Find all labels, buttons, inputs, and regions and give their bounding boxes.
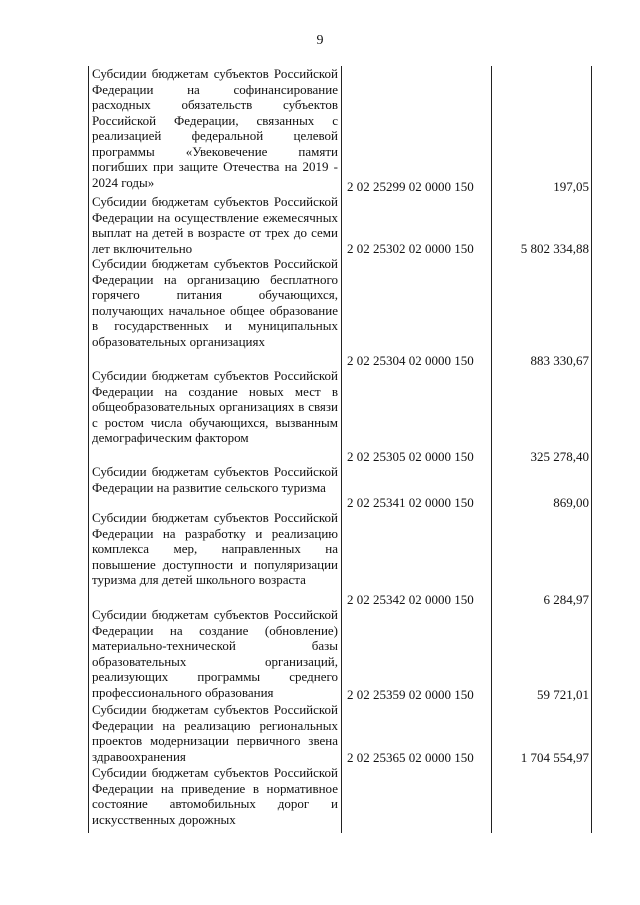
row-code: 2 02 25305 02 0000 150: [347, 448, 474, 464]
table-row: [89, 66, 591, 194]
row-code: 2 02 25304 02 0000 150: [347, 352, 474, 368]
row-amount: 869,00: [553, 494, 589, 510]
table-row: [89, 464, 591, 510]
row-description: Субсидии бюджетам субъектов Российской Федерации на организацию бесплатного горячего питания обучающихся, получающих начальное общее образование в государственных и муниципальных образовательных организациях: [92, 256, 338, 349]
row-description: Субсидии бюджетам субъектов Российской Федерации на развитие сельского туризма: [92, 464, 338, 495]
table-row: [89, 368, 591, 464]
row-code: 2 02 25299 02 0000 150: [347, 178, 474, 194]
table-row: [89, 256, 591, 368]
table-row: [89, 510, 591, 607]
page-number: 9: [316, 33, 324, 48]
table-row: [89, 702, 591, 765]
row-description: Субсидии бюджетам субъектов Российской Федерации на создание (обновление) материально-технической базы образовательных организаций, реализующих программы среднего профессионального образования: [92, 607, 338, 700]
row-description: Субсидии бюджетам субъектов Российской Федерации на разработку и реализацию комплекса мер, направленных на повышение доступности и популяризации туризма для детей школьного возраста: [92, 510, 338, 587]
row-code: 2 02 25365 02 0000 150: [347, 749, 474, 765]
row-code: 2 02 25302 02 0000 150: [347, 240, 474, 256]
row-description: Субсидии бюджетам субъектов Российской Федерации на софинансирование расходных обязательств субъектов Российской Федерации, связанных с реализацией федеральной целевой программы «Увековечение памяти погибших при защите Отечества на 2019 - 2024 годы»: [92, 66, 338, 190]
row-amount: 1 704 554,97: [520, 749, 589, 765]
row-code: 2 02 25341 02 0000 150: [347, 494, 474, 510]
table-row: [89, 765, 591, 833]
row-description: Субсидии бюджетам субъектов Российской Федерации на осуществление ежемесячных выплат на детей в возрасте от трех до семи лет включительно: [92, 194, 338, 256]
row-amount: 6 284,97: [543, 591, 589, 607]
row-amount: 883 330,67: [530, 352, 589, 368]
row-amount: 59 721,01: [537, 686, 589, 702]
row-amount: 197,05: [553, 178, 589, 194]
table-row: [89, 194, 591, 256]
table-row: [89, 607, 591, 702]
row-amount: 325 278,40: [530, 448, 589, 464]
row-code: 2 02 25342 02 0000 150: [347, 591, 474, 607]
row-code: 2 02 25359 02 0000 150: [347, 686, 474, 702]
row-amount: 5 802 334,88: [520, 240, 589, 256]
row-description: Субсидии бюджетам субъектов Российской Федерации на приведение в нормативное состояние автомобильных дорог и искусственных дорожных: [92, 765, 338, 827]
budget-table: [88, 66, 592, 833]
row-description: Субсидии бюджетам субъектов Российской Федерации на создание новых мест в общеобразовательных организациях в связи с ростом числа обучающихся, вызванным демографическим фактором: [92, 368, 338, 445]
row-description: Субсидии бюджетам субъектов Российской Федерации на реализацию региональных проектов модернизации первичного звена здравоохранения: [92, 702, 338, 764]
